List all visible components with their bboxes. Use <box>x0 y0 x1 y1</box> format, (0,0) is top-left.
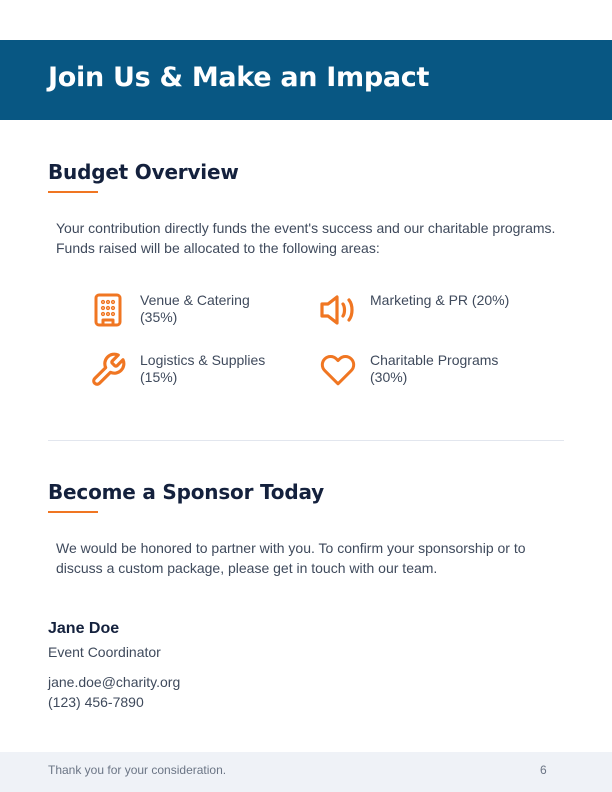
budget-item-label: Venue & Catering (35%) <box>140 292 250 325</box>
budget-item-charitable <box>318 350 520 390</box>
budget-item-label: Logistics & Supplies (15%) <box>140 352 266 385</box>
wrench-icon <box>88 350 128 390</box>
page-footer <box>0 752 612 792</box>
building-icon <box>88 290 128 330</box>
section-divider <box>48 440 564 441</box>
contact-role: Event Coordinator <box>48 644 161 660</box>
budget-item-label: Charitable Programs (30%) <box>370 352 499 385</box>
sponsor-intro: We would be honored to partner with you. To confirm your sponsorship or to discuss a custom package, please get in touch with our team. <box>56 540 526 576</box>
header-banner <box>0 40 612 120</box>
sponsor-title-underline <box>48 511 98 513</box>
contact-email[interactable]: jane.doe@charity.org <box>48 674 181 690</box>
budget-title-underline <box>48 191 98 193</box>
budget-item-venue <box>88 290 270 330</box>
page-title: Join Us & Make an Impact <box>48 62 430 93</box>
budget-intro: Your contribution directly funds the event's success and our charitable programs. Funds raised will be allocated to the following areas: <box>56 220 556 256</box>
megaphone-icon <box>318 290 358 330</box>
heart-icon <box>318 350 358 390</box>
contact-name: Jane Doe <box>48 620 120 637</box>
budget-item-label: Marketing & PR (20%) <box>370 292 510 308</box>
page-number: 6 <box>540 763 547 777</box>
budget-item-marketing <box>318 290 530 330</box>
budget-title: Budget Overview <box>48 160 239 184</box>
sponsor-title: Become a Sponsor Today <box>48 480 324 504</box>
budget-item-logistics <box>88 350 280 390</box>
contact-phone[interactable]: (123) 456-7890 <box>48 694 144 710</box>
footer-text: Thank you for your consideration. <box>48 763 227 777</box>
